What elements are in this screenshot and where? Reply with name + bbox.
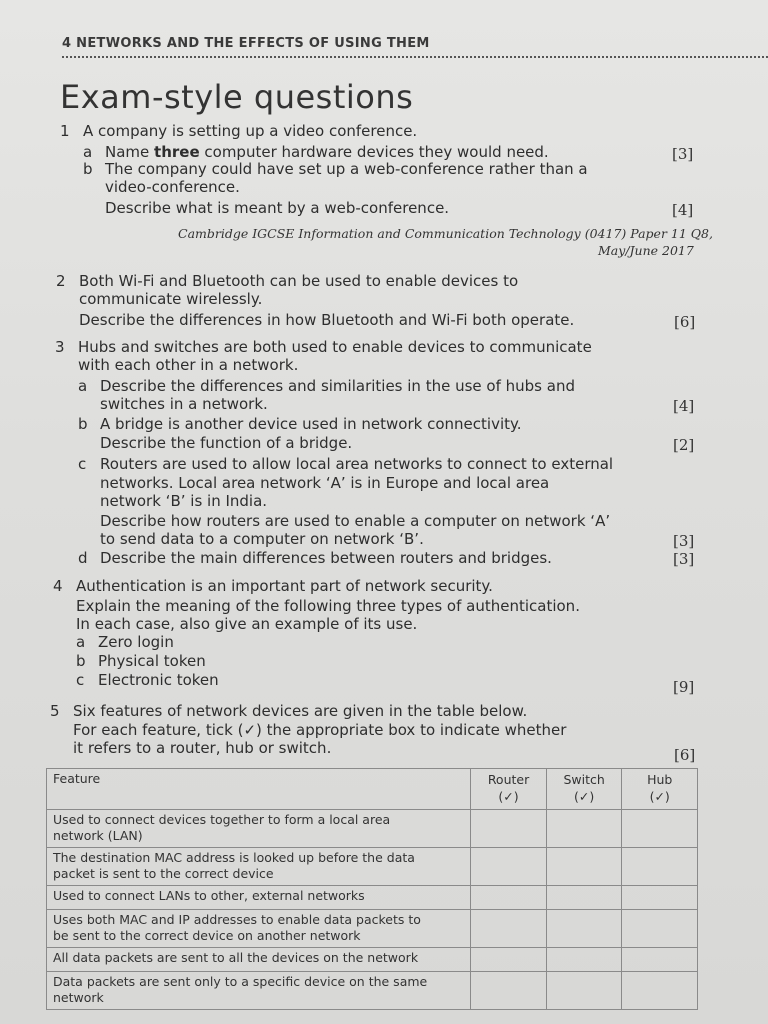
q3a-letter: a xyxy=(78,377,88,395)
q2-mark: [6] xyxy=(674,313,696,331)
q3b-mark: [2] xyxy=(673,436,695,454)
page-title: Exam-style questions xyxy=(60,78,414,116)
q4-line1: Authentication is an important part of network security. xyxy=(76,577,493,595)
hub-tick-box[interactable] xyxy=(622,886,698,910)
router-tick-box[interactable] xyxy=(471,810,547,848)
feature-line1: Data packets are sent only to a specific device on the same xyxy=(53,974,428,989)
q1a-text-pre: Name xyxy=(105,143,155,161)
q3c-line2: networks. Local area network ‘A’ is in Europe and local area xyxy=(100,474,550,492)
q3c-letter: c xyxy=(78,455,87,473)
feature-line2: network (LAN) xyxy=(53,828,143,843)
feature-column-header: Feature xyxy=(47,769,471,810)
router-tick-box[interactable] xyxy=(471,910,547,948)
q3d-line1: Describe the main differences between routers and bridges. xyxy=(100,549,552,567)
q3d-mark: [3] xyxy=(673,550,695,568)
hub-tick-box[interactable] xyxy=(622,848,698,886)
q5-line2: For each feature, tick (✓) the appropriate box to indicate whether xyxy=(73,721,567,739)
q3b-line1: A bridge is another device used in network connectivity. xyxy=(100,415,522,433)
router-tick-box[interactable] xyxy=(471,848,547,886)
q3b-letter: b xyxy=(78,415,88,433)
router-tick-box[interactable] xyxy=(471,886,547,910)
q2-line3: Describe the differences in how Bluetooth and Wi-Fi both operate. xyxy=(79,311,575,329)
q2-line1: Both Wi-Fi and Bluetooth can be used to enable devices to xyxy=(79,272,519,290)
q3a-line2: switches in a network. xyxy=(100,395,268,413)
feature-line1: Used to connect LANs to other, external networks xyxy=(53,888,365,903)
q3c-line1: Routers are used to allow local area networks to connect to external xyxy=(100,455,614,473)
feature-line2: network xyxy=(53,990,104,1005)
table-row xyxy=(47,810,698,848)
q3b-line2: Describe the function of a bridge. xyxy=(100,434,353,452)
table-row xyxy=(47,972,698,1010)
q4a-letter: a xyxy=(76,633,86,651)
q1b-mark: [4] xyxy=(672,201,694,219)
chapter-header: 4 NETWORKS AND THE EFFECTS OF USING THEM xyxy=(62,36,430,51)
feature-line1: Uses both MAC and IP addresses to enable data packets to xyxy=(53,912,421,927)
router-column-header xyxy=(471,769,547,810)
hub-column-header xyxy=(622,769,698,810)
q1a-mark: [3] xyxy=(672,145,694,163)
router-tick-box[interactable] xyxy=(471,948,547,972)
q1-number: 1 xyxy=(60,122,70,140)
switch-tick-box[interactable] xyxy=(546,910,622,948)
q4b-letter: b xyxy=(76,652,86,670)
hub-tick-box[interactable] xyxy=(622,910,698,948)
q4-number: 4 xyxy=(53,577,63,595)
q4c-text: Electronic token xyxy=(98,671,219,689)
q1a-text-bold: three xyxy=(154,143,200,161)
q1-citation-line1: Cambridge IGCSE Information and Communication Technology (0417) Paper 11 Q8, xyxy=(178,226,713,241)
q3a-mark: [4] xyxy=(673,397,695,415)
q3c-line4: Describe how routers are used to enable a computer on network ‘A’ xyxy=(100,512,611,530)
q5-mark: [6] xyxy=(674,746,696,764)
q2-line2: communicate wirelessly. xyxy=(79,290,263,308)
q1-stem: A company is setting up a video conference. xyxy=(83,122,418,140)
hub-header-label: Hub xyxy=(647,772,673,787)
feature-line2: packet is sent to the correct device xyxy=(53,866,274,881)
hub-tick-box[interactable] xyxy=(622,972,698,1010)
table-row xyxy=(47,848,698,886)
hub-header-tick: (✓) xyxy=(649,789,670,804)
q3c-line3: network ‘B’ is in India. xyxy=(100,492,268,510)
q3d-letter: d xyxy=(78,549,88,567)
feature-line2: be sent to the correct device on another network xyxy=(53,928,361,943)
q5-number: 5 xyxy=(50,702,60,720)
q4-mark: [9] xyxy=(673,678,695,696)
feature-cell xyxy=(47,948,471,972)
switch-tick-box[interactable] xyxy=(546,948,622,972)
q3-number: 3 xyxy=(55,338,65,356)
q3-line2: with each other in a network. xyxy=(78,356,299,374)
q2-number: 2 xyxy=(56,272,66,290)
feature-cell xyxy=(47,810,471,848)
q4-line3: In each case, also give an example of its use. xyxy=(76,615,418,633)
feature-line1: The destination MAC address is looked up before the data xyxy=(53,850,415,865)
q1b-line3: Describe what is meant by a web-conference. xyxy=(105,199,450,217)
switch-column-header xyxy=(546,769,622,810)
table-row xyxy=(47,948,698,972)
q4c-letter: c xyxy=(76,671,85,689)
q3c-line5: to send data to a computer on network ‘B’. xyxy=(100,530,424,548)
feature-line1: Used to connect devices together to form a local area xyxy=(53,812,391,827)
hub-tick-box[interactable] xyxy=(622,948,698,972)
q1b-line2: video-conference. xyxy=(105,178,240,196)
feature-cell xyxy=(47,910,471,948)
switch-header-label: Switch xyxy=(563,772,605,787)
q4b-text: Physical token xyxy=(98,652,206,670)
feature-cell xyxy=(47,886,471,910)
q3-line1: Hubs and switches are both used to enable devices to communicate xyxy=(78,338,592,356)
router-header-label: Router xyxy=(487,772,530,787)
q1b-line1: The company could have set up a web-conference rather than a xyxy=(105,160,588,178)
feature-cell xyxy=(47,848,471,886)
q3c-mark: [3] xyxy=(673,532,695,550)
q1-citation-line2: May/June 2017 xyxy=(598,243,694,258)
q1a-text-post: computer hardware devices they would need. xyxy=(199,143,549,161)
q3a-line1: Describe the differences and similarities in the use of hubs and xyxy=(100,377,575,395)
q1a-letter: a xyxy=(83,143,93,161)
header-dotted-rule xyxy=(62,56,768,58)
table-row xyxy=(47,910,698,948)
router-tick-box[interactable] xyxy=(471,972,547,1010)
switch-header-tick: (✓) xyxy=(574,789,595,804)
switch-tick-box[interactable] xyxy=(546,972,622,1010)
hub-tick-box[interactable] xyxy=(622,810,698,848)
switch-tick-box[interactable] xyxy=(546,848,622,886)
router-header-tick: (✓) xyxy=(498,789,519,804)
switch-tick-box[interactable] xyxy=(546,886,622,910)
switch-tick-box[interactable] xyxy=(546,810,622,848)
q5-line3: it refers to a router, hub or switch. xyxy=(73,739,332,757)
network-features-table xyxy=(46,768,698,1010)
feature-line1: All data packets are sent to all the devices on the network xyxy=(53,950,419,965)
q4a-text: Zero login xyxy=(98,633,174,651)
feature-cell xyxy=(47,972,471,1010)
q5-line1: Six features of network devices are given in the table below. xyxy=(73,702,528,720)
q1b-letter: b xyxy=(83,160,93,178)
q4-line2: Explain the meaning of the following three types of authentication. xyxy=(76,597,580,615)
table-header-row xyxy=(47,769,698,810)
table-row xyxy=(47,886,698,910)
